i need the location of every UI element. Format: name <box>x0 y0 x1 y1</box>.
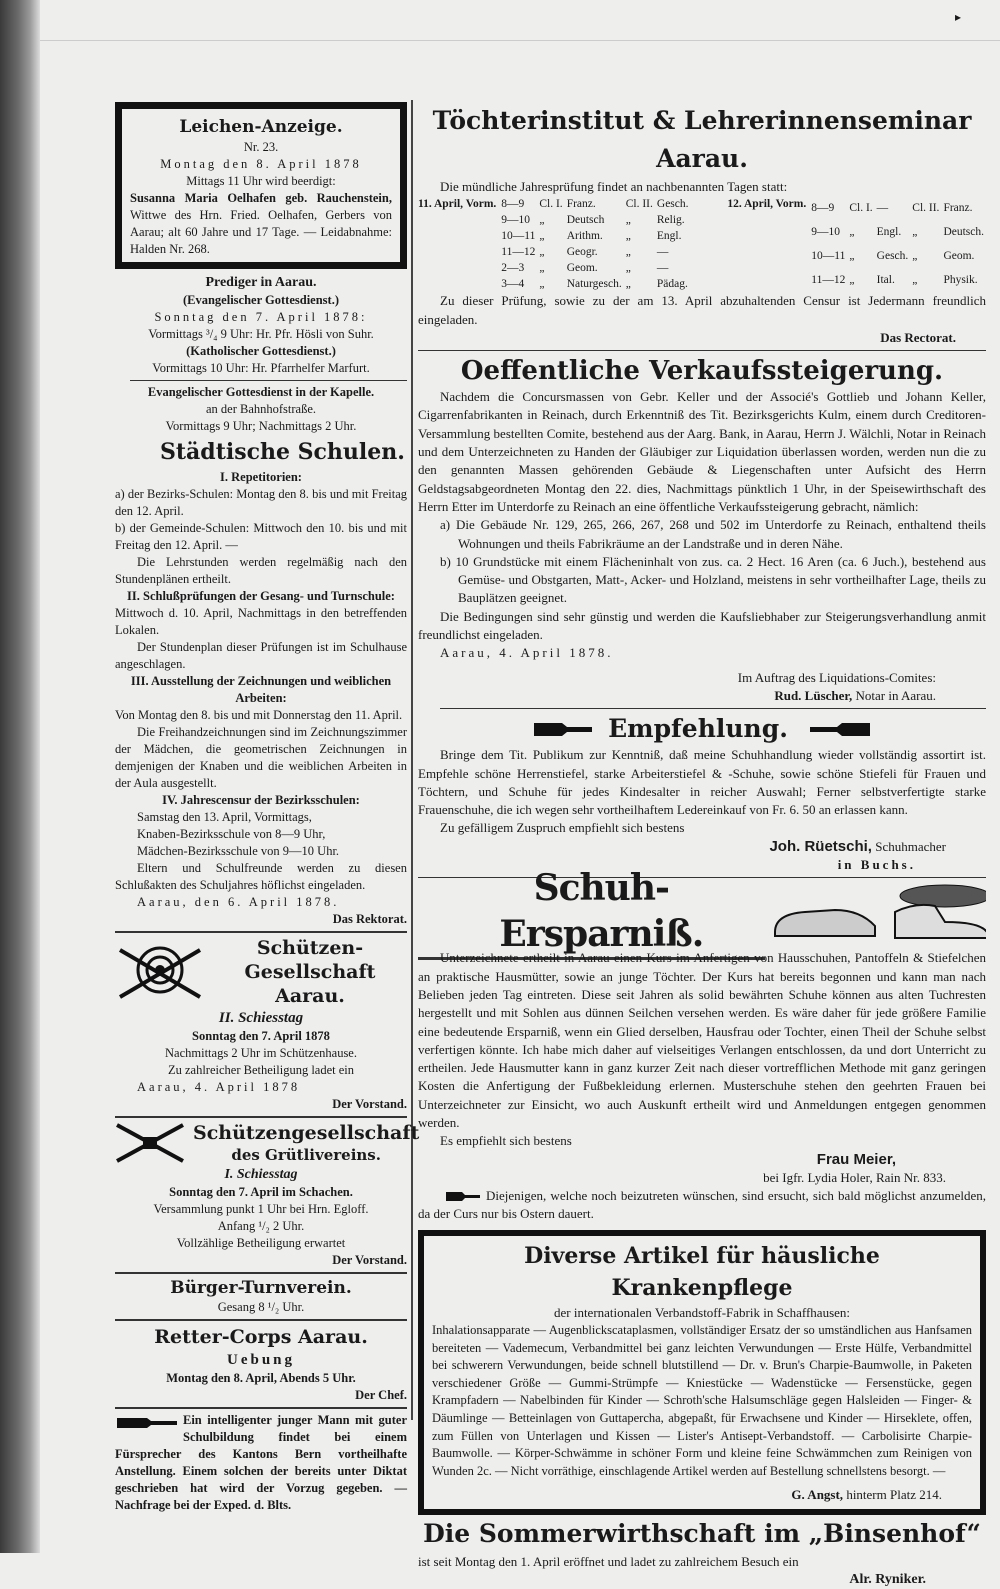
schedule-cell: Cl. II. <box>625 198 653 211</box>
schedule-cell: — <box>656 262 669 275</box>
schedule-cell: — <box>876 202 889 215</box>
rescue-corps <box>115 1324 407 1404</box>
auction-item-b: b) 10 Grundstücke mit einem Flächeninhalt von zus. ca. 2 Hect. 16 Aren (ca. 6 Juch.), bestehend aus Gemüse- und Obstgarten, Matt-, Acker- und Holzland, meistens in sehr vortheilhafter Lage, theils zu Bauplätzen geeignet. <box>440 553 986 606</box>
paragraph: Mädchen-Bezirksschule von 9—10 Uhr. <box>137 844 340 858</box>
paragraph: Die Freihandzeichnungen sind im Zeichnungszimmer der Mädchen, die geometrischen Zeichnungen in demjenigen der Knaben und die weiblichen Arbeiten in der Aula ausgestellt. <box>115 725 407 790</box>
schools-signature: Das Rektorat. <box>332 912 407 926</box>
schools-title: Städtische Schulen. <box>160 439 405 465</box>
auction-item-a: a) Die Gebäude Nr. 129, 265, 266, 267, 268 und 502 im Unterdorfe zu Reinach, enthaltend theils Wohnungen und theils Fabrikräume an der Landstraße und in deren Nähe. <box>440 517 986 551</box>
course-location: bei Igfr. Lydia Holer, Rain Nr. 833. <box>763 1169 946 1185</box>
rescue-signature: Der Chef. <box>355 1388 407 1402</box>
recommendation-ad <box>418 712 986 874</box>
gruetli-shooting-club <box>115 1121 420 1269</box>
shoes-illustration-icon <box>765 882 986 942</box>
shooting-date: Sonntag den 7. April 1878 <box>192 1029 330 1043</box>
corner-mark: ▸ <box>955 10 962 24</box>
schedule-row <box>499 276 690 292</box>
institute-title: Töchterinstitut & Lehrerinnenseminar Aarau. <box>432 106 972 173</box>
shoe-savings-title: Schuh-Ersparniß. <box>418 865 765 960</box>
pointing-hand-icon <box>115 1414 179 1432</box>
schedule-row <box>499 196 690 212</box>
paragraph: Knaben-Bezirksschule von 8—9 Uhr, <box>137 827 326 841</box>
funeral-date: Montag den 8. April 1878 <box>160 157 362 171</box>
binsenhof-ad <box>418 1515 986 1589</box>
schedule-cell: 9—10 <box>501 214 531 227</box>
schedule-row <box>809 268 986 292</box>
shooting-club-aarau <box>115 936 407 1113</box>
exam-day-1: 11. April, Vorm. <box>418 198 497 211</box>
schedule-cell: „ <box>912 250 918 263</box>
shooting-day: II. Schiesstag <box>218 1010 304 1026</box>
schedule-cell: Gesch. <box>876 250 909 263</box>
paragraph: Mittwoch d. 10. April, Nachmittags in den betreffenden Lokalen. <box>115 606 407 637</box>
schedule-cell: „ <box>539 262 545 275</box>
public-auction-notice <box>418 354 986 705</box>
schedule-row <box>499 228 690 244</box>
shoe-savings-text: Unterzeichnete ertheilt in Aarau einen Kurs im Anfertigen von Hausschuhen, Pantoffeln & Stiefelchen an praktische Hausmütter, sowie an junge Töchter. Der Kurs hat bereits begonnen und kann man nach Belieben jeden Tag eintreten. Diese seit Jahren als solid bewährten Schuhe können aus alten Tuchresten hergestellt und mit Sohlen aus dünnen Seilchen versehen werden. Es wäre daher für jede größere Familie eine bedeutende Ersparniß, wenn ein Glied derselben, Hausfrau oder Tochter, einen Theil der Schuhe selbst verfertigen könnte. Ich habe mich daher auf vielseitiges Verlangen entschlossen, da und dort Unterricht zu ertheilen. Jede Hausmutter kann in ganz kurzer Zeit nach dieser vortrefflichen Methode mit ganz geringen Kosten die Anfertigung der Fußbekleidung erlernen. Musterschuhe stehen den geehrten Frauen bei Unterzeichneter zur Einsicht, wo auch Auskunft ertheilt wird und Anmeldungen entgegen genommen werden. <box>418 950 986 1130</box>
schedule-cell: „ <box>849 250 855 263</box>
shooting-club-title: Schützen-Gesellschaft Aarau. <box>244 937 376 1007</box>
binsenhof-signature: Alr. Ryniker. <box>849 1572 926 1587</box>
auction-title: Oeffentliche Verkaufssteigerung. <box>460 356 944 387</box>
shoe-savings-ad <box>418 866 986 1223</box>
gymnastics-club <box>115 1277 407 1316</box>
exam-schedule-day-2 <box>809 196 986 292</box>
funeral-number: Nr. 23. <box>243 140 279 154</box>
paragraph: Von Montag den 8. bis und mit Donnerstag den 11. April. <box>115 708 403 722</box>
schedule-cell: 8—9 <box>811 202 835 215</box>
schedule-cell: Pädag. <box>656 278 688 291</box>
schedule-cell: Physik. <box>943 274 978 287</box>
gymnastics-title: Bürger-Turnverein. <box>170 1278 352 1298</box>
schedule-cell: „ <box>625 246 631 259</box>
rescue-title: Retter-Corps Aarau. <box>154 1326 368 1348</box>
gruetli-meeting: Versammlung punkt 1 Uhr bei Hrn. Egloff. <box>153 1202 369 1216</box>
divider <box>115 1272 407 1274</box>
shoe-savings-note: Diejenigen, welche noch beizutreten wünschen, sind ersucht, sich bald möglichst anzumelden, da der Curs nur bis Ostern dauert. <box>418 1188 986 1222</box>
pointing-hand-right-icon <box>532 717 594 741</box>
schedule-cell: „ <box>625 214 631 227</box>
schedule-row <box>499 244 690 260</box>
rescue-exercise: Uebung <box>226 1352 296 1368</box>
chapel-title: Evangelischer Gottesdienst in der Kapelle. <box>147 385 375 399</box>
job-ad-text: Ein intelligenter junger Mann mit guter Schulbildung findet bei einem Fürsprecher des Kantons Bern vortheilhafte Anstellung. Einem solchen der bereits unter Diktat geschrieben hat wird der Vorzug gegeben. — Nachfrage bei der Exped. d. Blts. <box>115 1413 407 1512</box>
preachers-title: Prediger in Aarau. <box>205 275 317 290</box>
schedule-cell: „ <box>539 214 545 227</box>
chapel-notice <box>115 384 407 435</box>
catholic-heading: (Katholischer Gottesdienst.) <box>186 344 336 358</box>
schedule-cell: „ <box>625 230 631 243</box>
gruetli-signature: Der Vorstand. <box>332 1253 407 1267</box>
schedule-cell: „ <box>912 274 918 287</box>
shoe-savings-closing: Es empfiehlt sich bestens <box>440 1133 572 1149</box>
gruetli-title: Schützengesellschaft <box>193 1122 420 1144</box>
divider <box>115 1116 407 1118</box>
paragraph: a) der Bezirks-Schulen: Montag den 8. bis und mit Freitag den 12. April. <box>115 487 407 518</box>
shooting-place-date: Aarau, 4. April 1878 <box>137 1080 301 1094</box>
newspaper-page <box>40 40 1000 41</box>
schedule-cell: 9—10 <box>811 226 840 239</box>
schedule-cell: Cl. I. <box>539 198 563 211</box>
schedule-cell: Gesch. <box>656 198 689 211</box>
schedule-cell: „ <box>912 226 918 239</box>
schedule-cell: Naturgesch. <box>566 278 622 291</box>
funeral-title: Leichen-Anzeige. <box>179 117 343 137</box>
auction-conditions: Die Bedingungen sind sehr günstig und werden die Kaufsliebhaber zur Steigerungsverhandlung anmit freundlichst eingeladen. <box>418 608 986 643</box>
schedule-row <box>809 244 986 268</box>
schedule-cell: 2—3 <box>501 262 525 275</box>
schedule-cell: Cl. I. <box>849 202 873 215</box>
pointing-hand-icon <box>446 1190 480 1202</box>
recommendation-title: Empfehlung. <box>608 714 788 744</box>
nursing-title: Diverse Artikel für häusliche Krankenpflege <box>524 1242 880 1301</box>
schedule-cell: „ <box>539 278 545 291</box>
schedule-cell: Geogr. <box>566 246 598 259</box>
schedule-row <box>809 196 986 220</box>
section-heading: IV. Jahrescensur der Bezirksschulen: <box>162 793 360 807</box>
binsenhof-text: ist seit Montag den 1. April eröffnet und ladet zu zahlreichem Besuch ein <box>418 1553 799 1569</box>
catholic-time: Vormittags 10 Uhr: Hr. Pfarrhelfer Marfurt. <box>152 361 370 375</box>
nursing-subtitle: der internationalen Verbandstoff-Fabrik in Schaffhausen: <box>553 1304 851 1320</box>
schools-notice <box>115 435 407 928</box>
nursing-seller: G. Angst, <box>791 1487 844 1503</box>
auction-signature: Rud. Lüscher, <box>774 687 853 703</box>
gruetli-start: Anfang ¹/₂ 2 Uhr. <box>217 1219 305 1233</box>
schedule-cell: 11—12 <box>501 246 536 259</box>
schedule-cell: Franz. <box>943 202 973 215</box>
schedule-cell: Geom. <box>943 250 975 263</box>
right-column <box>418 102 986 1589</box>
institute-signature: Das Rectorat. <box>880 329 956 345</box>
funeral-text: Wittwe des Hrn. Fried. Oelhafen, Gerbers von Aarau; alt 60 Jahre und 17 Tage. — Leidabnahme: Halden Nr. 268. <box>130 208 392 256</box>
shooting-signature: Der Vorstand. <box>332 1097 407 1111</box>
shoemaker-role: Schuhmacher <box>875 838 946 854</box>
nursing-text: Inhalationsapparate — Augenblickscataplasmen, vollständiger Ersatz der so umständlichen aus Hanfsamen bereiteten — Vademecum, Verbandmittel bei ganz leichten Verwundungen — Erste Hülfe, Verbandmittel bei schwerern Verwundungen, beide schnell blutstillend — Dr. v. Brun's Charpie-Baumwolle, in Paketen verschiedener Größe — Gummi-Strümpfe — Kniestücke — Wadenstücke — Fersenstücke, gegen Krampfadern — Nabelbinden für Kinder — Schroth'sche Halsumschläge gegen Halsleiden — Finger- & Däumlinge — Betteinlagen von Guttapercha, abgepaßt, für Erwachsene und Kinder — Hirseklete, offen, zum Füllen von Unterlagen und Kissen — Lister's Antisept-Verbandstoff. — Carbolisirte Charpie-Baumwolle. — Körper-Schwämme in schöner Form und kleine feine Schwämmchen zum Reinigen von Wunden 2c. — Nicht vorräthige, einschlagende Artikel werden auf Bestellung schnellstens besorgt. — <box>432 1323 972 1478</box>
auction-mandate: Im Auftrag des Liquidations-Comites: <box>737 669 936 685</box>
schedule-cell: 10—11 <box>811 250 846 263</box>
shoemaker-place: in Buchs. <box>837 857 916 873</box>
divider <box>115 1319 407 1321</box>
schedule-cell: Relig. <box>656 214 685 227</box>
binsenhof-title: Die Sommerwirthschaft im „Binsenhof“ <box>423 1518 981 1548</box>
schedule-cell: — <box>656 246 669 259</box>
paragraph: Der Stundenplan dieser Prüfungen ist im Schulhause angeschlagen. <box>115 640 407 671</box>
target-with-rifles-icon <box>115 942 205 1002</box>
funeral-notice <box>115 102 407 269</box>
section-heading: II. Schlußprüfungen der Gesang- und Turnschule: <box>127 589 395 603</box>
recommendation-closing: Zu gefälligem Zuspruch empfiehlt sich bestens <box>440 820 685 836</box>
gruetli-day: I. Schiesstag <box>224 1167 298 1182</box>
section-heading: III. Ausstellung der Zeichnungen und weiblichen Arbeiten: <box>130 674 392 705</box>
chapel-place: an der Bahnhofstraße. <box>205 402 317 416</box>
paragraph: b) der Gemeinde-Schulen: Mittwoch den 10. bis und mit Freitag den 12. April. — <box>115 521 407 552</box>
schedule-cell: Ital. <box>876 274 895 287</box>
nursing-articles-ad <box>418 1230 986 1515</box>
schedule-cell: Arithm. <box>566 230 603 243</box>
chapel-time: Vormittags 9 Uhr; Nachmittags 2 Uhr. <box>165 419 357 433</box>
schedule-cell: 11—12 <box>811 274 846 287</box>
paragraph: Samstag den 13. April, Vormittags, <box>137 810 312 824</box>
column-divider <box>411 100 413 1420</box>
evangelical-time: Vormittags ³/₄ 9 Uhr: Hr. Pfr. Hösli von Suhr. <box>148 327 374 341</box>
schedule-cell: Engl. <box>876 226 902 239</box>
divider <box>115 931 407 933</box>
pointing-hand-left-icon <box>802 717 872 741</box>
schedule-cell: 10—11 <box>501 230 536 243</box>
schedule-cell: Deutsch. <box>943 226 984 239</box>
schedule-cell: Geom. <box>566 262 598 275</box>
left-column <box>115 102 420 1514</box>
divider <box>130 380 407 381</box>
evangelical-heading: (Evangelischer Gottesdienst.) <box>182 293 339 307</box>
shoemaker-name: Joh. Rüetschi, <box>769 837 872 855</box>
nursing-seller-address: hinterm Platz 214. <box>846 1487 942 1503</box>
divider <box>115 1407 407 1409</box>
recommendation-text: Bringe dem Tit. Publikum zur Kenntniß, daß meine Schuhhandlung wieder vollständig assortirt ist. Empfehle schöne Herrenstiefel, starke Arbeiterstiefel & -Schuhe, sowie schöne Stiefeli für Frauen und Töchtern, und Schuhe für jedes Kindesalter in reicher Auswahl; Ferner selbstverfertigte starke Frauenschuhe, die ich wegen sehr vortheilhaftem Ledereinkauf von Fr. 6. 50 an erlassen kann. <box>418 747 986 818</box>
exam-day-2: 12. April, Vorm. <box>727 198 807 211</box>
schedule-cell: „ <box>625 262 631 275</box>
schedule-cell: „ <box>539 246 545 259</box>
schedule-row <box>499 260 690 276</box>
job-ad <box>115 1412 407 1514</box>
schedule-cell: „ <box>849 226 855 239</box>
girls-institute-notice <box>418 102 986 347</box>
section-heading: I. Repetitorien: <box>220 470 302 484</box>
gruetli-invite: Vollzählige Betheiligung erwartet <box>176 1236 346 1250</box>
schedule-row <box>809 220 986 244</box>
schedule-row <box>499 212 690 228</box>
auction-paragraph: Nachdem die Concursmassen von Gebr. Keller und der Associé's Gottlieb und Johann Keller, Cigarrenfabrikanten in Reinach, durch Erkenntniß des Tit. Bezirksgerichts Kulm, einem durch Creditoren-Versammlung bestellten Comite, bestehend aus der Aarg. Bank, in Aarau, Herrn J. Wälchli, Notar in Reinach und dem Unterzeichneten zu Handen der Gläubiger zur Liquidation überlassen worden, werden nun die zu den genannten Massen gehörenden Gebäude & Liegenschaften unter Aufsicht des Herrn Geldstagsabgeordneten Montag den 22. dies, Nachmittags pünktlich 1 Uhr, in der Speisewirthschaft des Herrn Etter im Unterdorfe zu Reinach an eine öffentliche Verkaufssteigerung gebracht, nämlich: <box>418 389 986 514</box>
auction-signature-role: Notar in Aarau. <box>855 687 936 703</box>
crossed-rifles-icon <box>115 1121 185 1165</box>
shooting-invite: Zu zahlreicher Betheiligung ladet ein <box>167 1063 355 1077</box>
gruetli-subtitle: des Grütlivereins. <box>231 1146 381 1164</box>
schedule-cell: Cl. II. <box>912 202 940 215</box>
rescue-date: Montag den 8. April, Abends 5 Uhr. <box>166 1371 356 1385</box>
funeral-time: Mittags 11 Uhr wird beerdigt: <box>186 174 336 188</box>
schools-date: Aarau, den 6. April 1878. <box>137 895 340 909</box>
exam-invitation: Zu dieser Prüfung, sowie zu der am 13. April abzuhaltenden Censur ist Jedermann freundlich eingeladen. <box>418 293 986 327</box>
schedule-cell: Deutsch <box>566 214 605 227</box>
divider <box>418 350 986 351</box>
paragraph: Eltern und Schulfreunde werden zu diesen Schlußakten des Schuljahres höflichst eingeladen. <box>115 861 407 892</box>
schedule-cell: „ <box>539 230 545 243</box>
gymnastics-text: Gesang 8 ¹/₂ Uhr. <box>217 1300 305 1314</box>
schedule-cell: „ <box>849 274 855 287</box>
paragraph: Die Lehrstunden werden regelmäßig nach den Stundenplänen ertheilt. <box>115 555 407 586</box>
schedule-cell: Franz. <box>566 198 596 211</box>
book-binding <box>0 0 40 1553</box>
auction-date: Aarau, 4. April 1878. <box>440 645 614 661</box>
preachers-notice <box>115 273 407 377</box>
exam-schedule-day-1 <box>499 196 690 292</box>
schedule-cell: Engl. <box>656 230 682 243</box>
exam-intro: Die mündliche Jahresprüfung findet an nachbenannten Tagen statt: <box>440 179 788 194</box>
schedule-cell: 8—9 <box>501 198 525 211</box>
course-leader-name: Frau Meier, <box>816 1150 896 1168</box>
shooting-time: Nachmittags 2 Uhr im Schützenhause. <box>165 1046 357 1060</box>
schedule-cell: 3—4 <box>501 278 525 291</box>
divider <box>440 708 986 709</box>
schedule-cell: „ <box>625 278 631 291</box>
deceased-name: Susanna Maria Oelhafen geb. Rauchenstein, <box>130 191 392 205</box>
service-date: Sonntag den 7. April 1878: <box>154 310 368 324</box>
gruetli-date: Sonntag den 7. April im Schachen. <box>169 1185 353 1199</box>
